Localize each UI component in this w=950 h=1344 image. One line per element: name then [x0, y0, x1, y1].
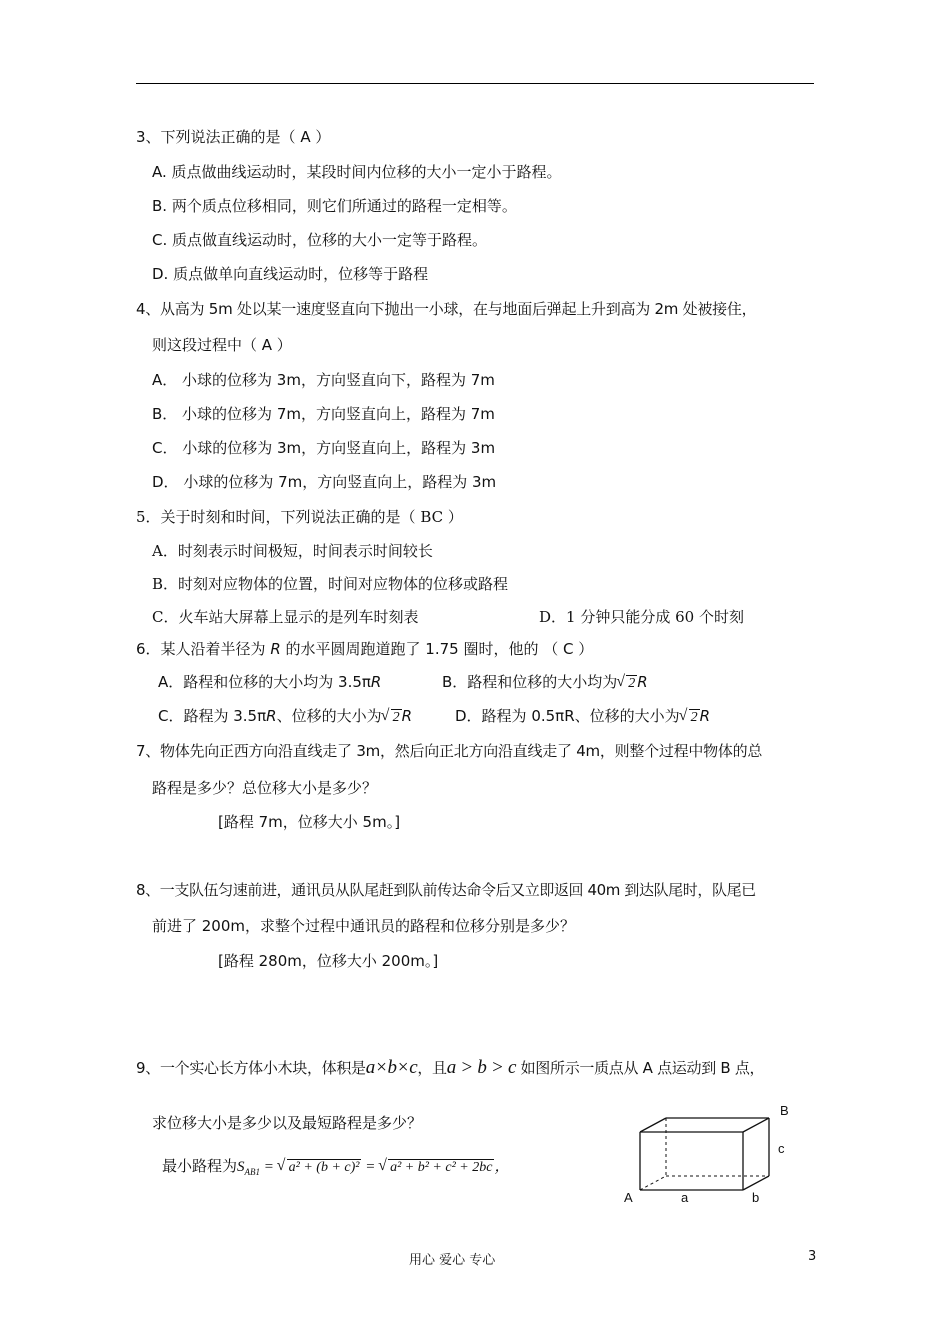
q6-option-c-text: C．路程为 3.5π	[158, 707, 267, 725]
hidden-bottom-left-depth-edge	[640, 1176, 666, 1190]
label-c-edge: c	[778, 1141, 785, 1156]
q9-formula-sqrt2	[379, 1155, 494, 1181]
q6-option-b-text: B．路程和位移的大小均为	[442, 673, 618, 691]
q5-stem: 5．关于时刻和时间，下列说法正确的是（ BC ）	[136, 508, 463, 526]
q9-answer	[162, 1153, 509, 1185]
q3-option-a: A. 质点做曲线运动时，某段时间内位移的大小一定小于路程。	[152, 163, 562, 181]
q4-option-b: B． 小球的位移为 7m，方向竖直向上，路程为 7m	[152, 405, 495, 423]
cuboid-figure	[618, 1098, 808, 1210]
q6-stem-part1: 6．某人沿着半径为	[136, 640, 271, 658]
q9-answer-label: 最小路程为	[162, 1157, 238, 1175]
q5-option-b: B．时刻对应物体的位置，时间对应物体的位移或路程	[152, 575, 509, 593]
q9-formula-sqrt1	[278, 1155, 362, 1181]
q9-formula-eq2: =	[361, 1159, 380, 1175]
q4-option-d: D． 小球的位移为 7m，方向竖直向上，路程为 3m	[152, 473, 497, 491]
q6-option-d-radius: R	[699, 707, 711, 725]
label-b-edge: b	[752, 1190, 760, 1205]
q5-option-d: D．1 分钟只能分成 60 个时刻	[539, 608, 744, 626]
q9-line1-part2: ，且	[417, 1059, 447, 1077]
q6-option-b-sqrt	[617, 674, 637, 694]
q9-line2: 求位移大小是多少以及最短路程是多少？	[152, 1114, 423, 1132]
label-a-point: A	[624, 1190, 633, 1205]
q3-stem: 3、下列说法正确的是（ A ）	[136, 128, 331, 146]
q6-option-c-radicand: 2	[392, 710, 400, 725]
q9-formula-radicand2: a² + b² + c² + 2bc	[390, 1160, 493, 1175]
q4-stem-line1: 4、从高为 5m 处以某一速度竖直向下抛出一小球，在与地面后弹起上升到高为 2m 处被接住，	[136, 300, 757, 318]
q7-answer: [路程 7m，位移大小 5m。]	[218, 813, 401, 831]
q7-line1: 7、物体先向正西方向沿直线走了 3m，然后向正北方向沿直线走了 4m，则整个过程中物体的总	[136, 742, 763, 760]
footer-motto: 用心 爱心 专心	[409, 1253, 496, 1268]
top-left-depth-edge	[640, 1118, 666, 1132]
q6-option-d-text: D．路程为 0.5πR、位移的大小为	[455, 707, 680, 725]
q6-option-b	[442, 672, 648, 694]
q9-formula-s: S	[237, 1159, 245, 1175]
q6-option-a-radius: R	[370, 673, 382, 691]
q6-option-c-radius: R	[266, 707, 277, 725]
q6-option-b-radius: R	[637, 673, 648, 691]
q9-formula-sub: AB1	[244, 1167, 261, 1177]
q9-line1-part3: 如图所示一质点从 A 点运动到 B 点，	[516, 1059, 765, 1077]
q6-option-c-radius2: R	[401, 707, 413, 725]
q6-stem	[136, 639, 593, 659]
q6-option-c-text2: 、位移的大小为	[276, 707, 382, 725]
q6-option-d	[455, 706, 710, 728]
q6-option-c-sqrt	[382, 708, 402, 728]
q6-stem-part2: 的水平圆周跑道跑了 1.75 圈时，他的 （ C ）	[280, 640, 594, 658]
top-right-depth-edge	[743, 1118, 769, 1132]
q8-line2: 前进了 200m，求整个过程中通讯员的路程和位移分别是多少？	[152, 917, 576, 935]
q3-option-d: D. 质点做单向直线运动时，位移等于路程	[152, 265, 429, 283]
header-rule	[136, 83, 814, 84]
q9-line1	[136, 1055, 764, 1081]
q9-volume: a×b×c	[365, 1057, 418, 1078]
bottom-right-depth-edge	[743, 1176, 769, 1190]
q3-option-b: B. 两个质点位移相同，则它们所通过的路程一定相等。	[152, 197, 517, 215]
q6-option-d-radicand: 2	[690, 710, 698, 725]
label-a-edge: a	[681, 1190, 689, 1205]
q7-line2: 路程是多少？总位移大小是多少？	[152, 779, 378, 797]
label-b-point: B	[780, 1103, 789, 1118]
q9-inequality: a > b > c	[446, 1057, 517, 1078]
q6-option-a	[158, 672, 381, 692]
q8-answer: [路程 280m，位移大小 200m。]	[218, 952, 439, 970]
q4-option-c: C． 小球的位移为 3m，方向竖直向上，路程为 3m	[152, 439, 496, 457]
q3-option-c: C. 质点做直线运动时，位移的大小一定等于路程。	[152, 231, 488, 249]
q6-option-b-radicand: 2	[628, 676, 636, 691]
q4-option-a: A． 小球的位移为 3m，方向竖直向下，路程为 7m	[152, 371, 495, 389]
q5-option-a: A．时刻表示时间极短，时间表示时间较长	[152, 542, 433, 560]
q6-option-c	[158, 706, 412, 728]
page-number: 3	[808, 1249, 817, 1264]
q9-line1-part1: 9、一个实心长方体小木块，体积是	[136, 1059, 366, 1077]
q6-stem-radius: R	[270, 640, 281, 658]
q9-formula-radicand1: a² + (b + c)²	[288, 1160, 360, 1175]
q4-stem-line2: 则这段过程中（ A ）	[152, 336, 292, 354]
q9-formula-end: ，	[494, 1159, 510, 1175]
q9-formula-eq1: =	[260, 1159, 278, 1175]
q6-option-a-text: A．路程和位移的大小均为 3.5π	[158, 673, 371, 691]
q5-option-c: C．火车站大屏幕上显示的是列车时刻表	[152, 608, 419, 626]
q8-line1: 8、一支队伍匀速前进，通讯员从队尾赶到队前传达命令后又立即返回 40m 到达队尾时，队尾已	[136, 881, 756, 899]
q9-formula	[237, 1159, 509, 1175]
q6-option-d-sqrt	[680, 708, 700, 728]
